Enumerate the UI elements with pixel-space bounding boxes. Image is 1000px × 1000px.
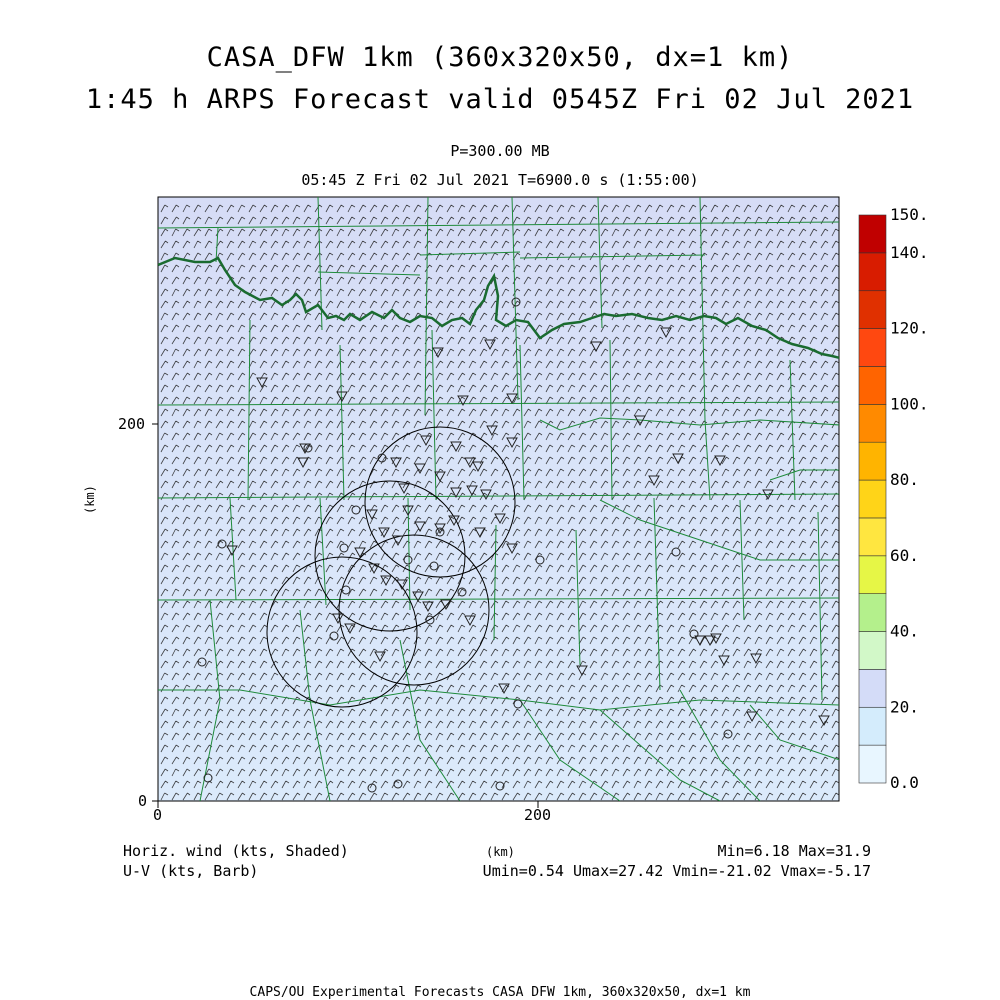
- color-scale-label: 100.: [890, 394, 929, 414]
- x-axis-label: (km): [486, 845, 515, 859]
- color-scale-swatch: [859, 594, 886, 632]
- color-scale-swatch: [859, 291, 886, 329]
- barb-field-label: U-V (kts, Barb): [123, 862, 259, 880]
- color-scale-swatch: [859, 253, 886, 291]
- color-scale-label: 40.: [890, 621, 919, 641]
- x-tick-label-0: 0: [153, 806, 163, 824]
- color-scale-label: 120.: [890, 318, 929, 338]
- color-scale-label: 140.: [890, 242, 929, 262]
- color-scale-swatch: [859, 669, 886, 707]
- color-scale-bar: [859, 205, 929, 792]
- credit-line: CAPS/OU Experimental Forecasts CASA DFW 1km, 360x320x50, dx=1 km: [249, 985, 751, 1000]
- min-max-readout: Min=6.18 Max=31.9: [717, 842, 871, 860]
- color-scale-swatch: [859, 329, 886, 367]
- color-scale-swatch: [859, 745, 886, 783]
- y-tick-label-0: 0: [138, 792, 148, 810]
- color-scale-label: 0.0: [890, 773, 919, 792]
- color-scale-swatch: [859, 707, 886, 745]
- shaded-field-label: Horiz. wind (kts, Shaded): [123, 842, 349, 860]
- uv-range-readout: Umin=0.54 Umax=27.42 Vmin=-21.02 Vmax=-5.17: [482, 862, 871, 880]
- color-scale-swatch: [859, 215, 886, 253]
- color-scale-label: 150.: [890, 205, 929, 224]
- x-tick-label-200: 200: [524, 806, 552, 824]
- color-scale-swatch: [859, 556, 886, 594]
- y-axis-label: (km): [83, 485, 97, 514]
- pressure-level: P=300.00 MB: [450, 142, 550, 160]
- y-tick-label-200: 200: [118, 415, 146, 433]
- color-scale-label: 80.: [890, 470, 919, 490]
- color-scale-swatch: [859, 442, 886, 480]
- chart-title: CASA_DFW 1km (360x320x50, dx=1 km): [206, 42, 794, 73]
- color-scale-label: 60.: [890, 545, 919, 565]
- chart-subtitle: 1:45 h ARPS Forecast valid 0545Z Fri 02 Jul 2021: [85, 84, 915, 115]
- color-scale-swatch: [859, 480, 886, 518]
- color-scale-swatch: [859, 632, 886, 670]
- color-scale-swatch: [859, 366, 886, 404]
- valid-time: 05:45 Z Fri 02 Jul 2021 T=6900.0 s (1:55:00): [301, 171, 699, 189]
- color-scale-swatch: [859, 518, 886, 556]
- color-scale-label: 20.: [890, 697, 919, 717]
- color-scale-swatch: [859, 404, 886, 442]
